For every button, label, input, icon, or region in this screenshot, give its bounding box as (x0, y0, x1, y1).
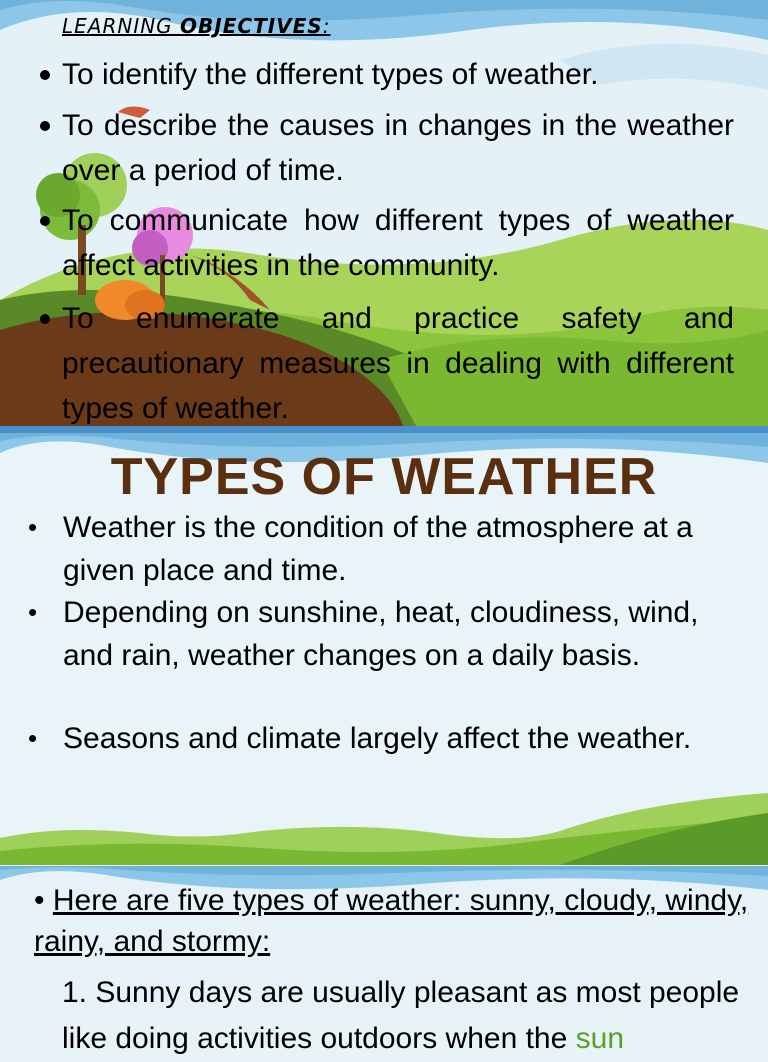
objective-text: To communicate how different types of weather affect activities in the community. (62, 204, 734, 282)
intro-text: Here are five types of weather: sunny, cloudy, windy, rainy, and stormy: (34, 884, 749, 958)
bullet-item (28, 717, 748, 760)
slide-five-types (0, 866, 768, 1055)
title-colon: : (322, 14, 331, 38)
title-text: LEARNING (62, 14, 181, 38)
slide-title (62, 14, 330, 38)
title-emphasis: OBJECTIVES (180, 14, 323, 38)
objective-item (40, 296, 734, 431)
objective-text: To describe the causes in changes in the weather over a period of time. (62, 109, 734, 187)
slide-title: TYPES OF WEATHER (110, 448, 658, 506)
bullet-item (28, 591, 748, 677)
slide-types-of-weather (0, 433, 768, 865)
slide-learning-objectives (0, 0, 768, 433)
bullet-dot-icon: • (28, 512, 38, 542)
bullet-text: Weather is the condition of the atmosphere at a given place and time. (63, 511, 693, 587)
objective-text: To identify the different types of weather. (62, 58, 599, 91)
bullet-dot-icon (40, 314, 50, 324)
sunny-item-text: 1. Sunny days are usually pleasant as most people like doing activities outdoors when the (62, 976, 740, 1055)
objective-text: To enumerate and practice safety and precautionary measures in dealing with different types of weather. (62, 302, 734, 425)
bullet-text: Depending on sunshine, heat, cloudiness, wind, and rain, weather changes on a daily basis. (63, 596, 699, 672)
bullet-dot-icon (40, 70, 50, 80)
sunny-item (62, 970, 752, 1062)
bullet-dot-icon: • (34, 884, 53, 917)
bullet-dot-icon: • (28, 723, 38, 753)
bullet-dot-icon (40, 121, 50, 131)
bullet-item (28, 506, 748, 592)
bullet-dot-icon (40, 216, 50, 226)
sun-highlight: sun (575, 1022, 625, 1055)
bullet-text: Seasons and climate largely affect the weather. (63, 722, 692, 755)
objective-item (40, 198, 734, 288)
intro-bullet (34, 880, 754, 962)
objective-item (40, 103, 734, 193)
objective-item (40, 52, 734, 97)
bullet-dot-icon: • (28, 597, 38, 627)
